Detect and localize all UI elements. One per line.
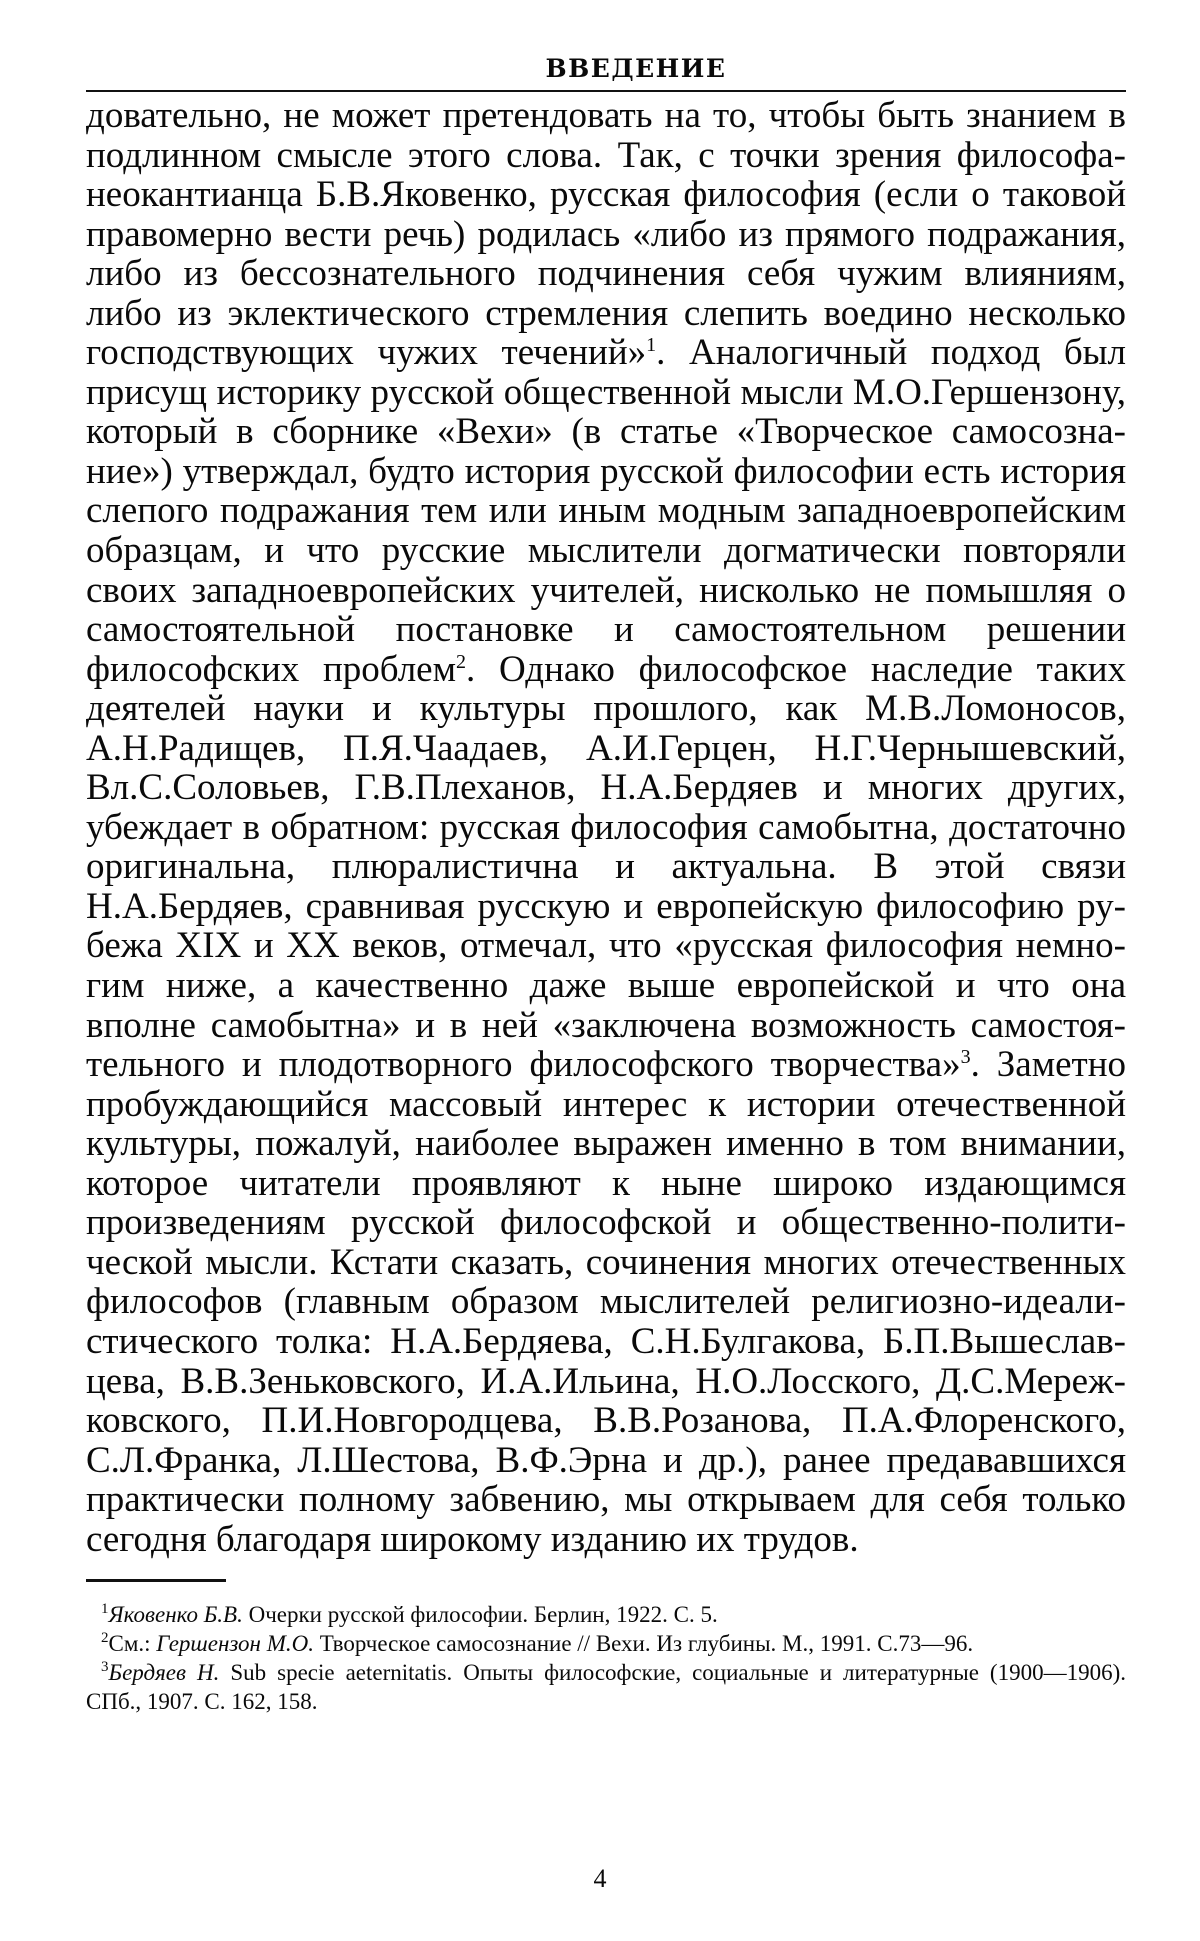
- footnote-rule: [86, 1579, 226, 1582]
- paragraph-text: довательно, не может претендовать на то, чтобы быть знанием в подлинном смысле этого слова. Так, с точки зрения философа-неокантианца Б.В.Яковенко, русская философия (если о таковой правомерно вести речь) родилась «либо из прямого подражания, либо из бессознательного подчинения себя чужим влияниям, либо из эклектического стремления слепить воедино несколько господствующих чужих течений»: [86, 95, 1126, 374]
- footnote-reference: 1: [646, 334, 657, 357]
- main-paragraph: [86, 96, 1126, 1559]
- footnote-3: [86, 1658, 1126, 1716]
- running-title: ВВЕДЕНИЕ: [545, 54, 727, 83]
- book-page: [86, 50, 1126, 1716]
- footnote-text: Sub specie aeternitatis. Опыты философские, социальные и литературные (1900—1906). СПб., 1907. С. 162, 158.: [86, 1660, 1126, 1715]
- paragraph-text: . Аналогичный подход был присущ историку русской общественной мысли М.О.Гершензону, который в сборнике «Вехи» (в статье «Творческое самосознание») утверждал, будто история русской философии есть история слепого подражания тем или иным модным западноевропейским образцам, и что русские мыслители догматически повторяли своих западноевропейских учителей, нисколько не помышляя о самостоятельной постановке и самостоятельном решении философских проблем: [86, 332, 1126, 690]
- footnote-reference: 2: [456, 650, 467, 673]
- paragraph-text: . Заметно пробуждающийся массовый интерес к истории отечественной культуры, пожалуй, наиболее выражен именно в том внимании, которое читатели проявляют к ныне широко издающимся произведениям русской философской и общественно-политической мысли. Кстати сказать, сочинения многих отечественных философов (главным образом мыслителей религиозно-идеалистического толка: Н.А.Бердяева, С.Н.Булгакова, Б.П.Вышеславцева, В.В.Зеньковского, И.А.Ильина, Н.О.Лосского, Д.С.Мережковского, П.И.Новгородцева, В.В.Розанова, П.А.Флоренского, С.Л.Франка, Л.Шестова, В.Ф.Эрна и др.), ранее предававшихся практически полному забвению, мы открываем для себя только сегодня благодаря широкому изданию их трудов.: [86, 1044, 1127, 1560]
- page-number: 4: [593, 1864, 607, 1893]
- footnote-marker: 2: [101, 1630, 109, 1647]
- footnote-1: [86, 1600, 1126, 1629]
- footnote-author: Гершензон М.О.: [156, 1631, 314, 1657]
- footnote-2: [86, 1629, 1126, 1658]
- footnote-text: Очерки русской философии. Берлин, 1922. С. 5.: [242, 1602, 718, 1628]
- footnote-text: Творческое самосознание // Вехи. Из глубины. М., 1991. С.73—96.: [313, 1631, 974, 1657]
- footnote-author: Яковенко Б.В.: [108, 1602, 243, 1628]
- footnote-reference: 3: [960, 1046, 971, 1069]
- paragraph-text: . Однако философское наследие таких деятелей науки и культуры прошлого, как М.В.Ломоносов, А.Н.Радищев, П.Я.Чаадаев, А.И.Герцен, Н.Г.Чернышевский, Вл.С.Соловьев, Г.В.Плеханов, Н.А.Бердяев и многих других, убеждает в обратном: русская философия самобытна, достаточно оригинальна, плюралистична и актуальна. В этой связи Н.А.Бердяев, сравнивая русскую и европейскую философию рубежа XIX и XX веков, отмечал, что «русская философия немногим ниже, а качественно даже выше европейской и что она вполне самобытна» и в ней «заключена возможность самостоятельного и плодотворного философского творчества»: [86, 648, 1126, 1086]
- header-rule: [86, 90, 1126, 92]
- footnote-marker: 3: [101, 1659, 109, 1676]
- footnote-marker: 1: [101, 1601, 109, 1618]
- footnote-prefix: См.:: [108, 1631, 157, 1657]
- footnote-author: Бердяев Н.: [108, 1660, 220, 1686]
